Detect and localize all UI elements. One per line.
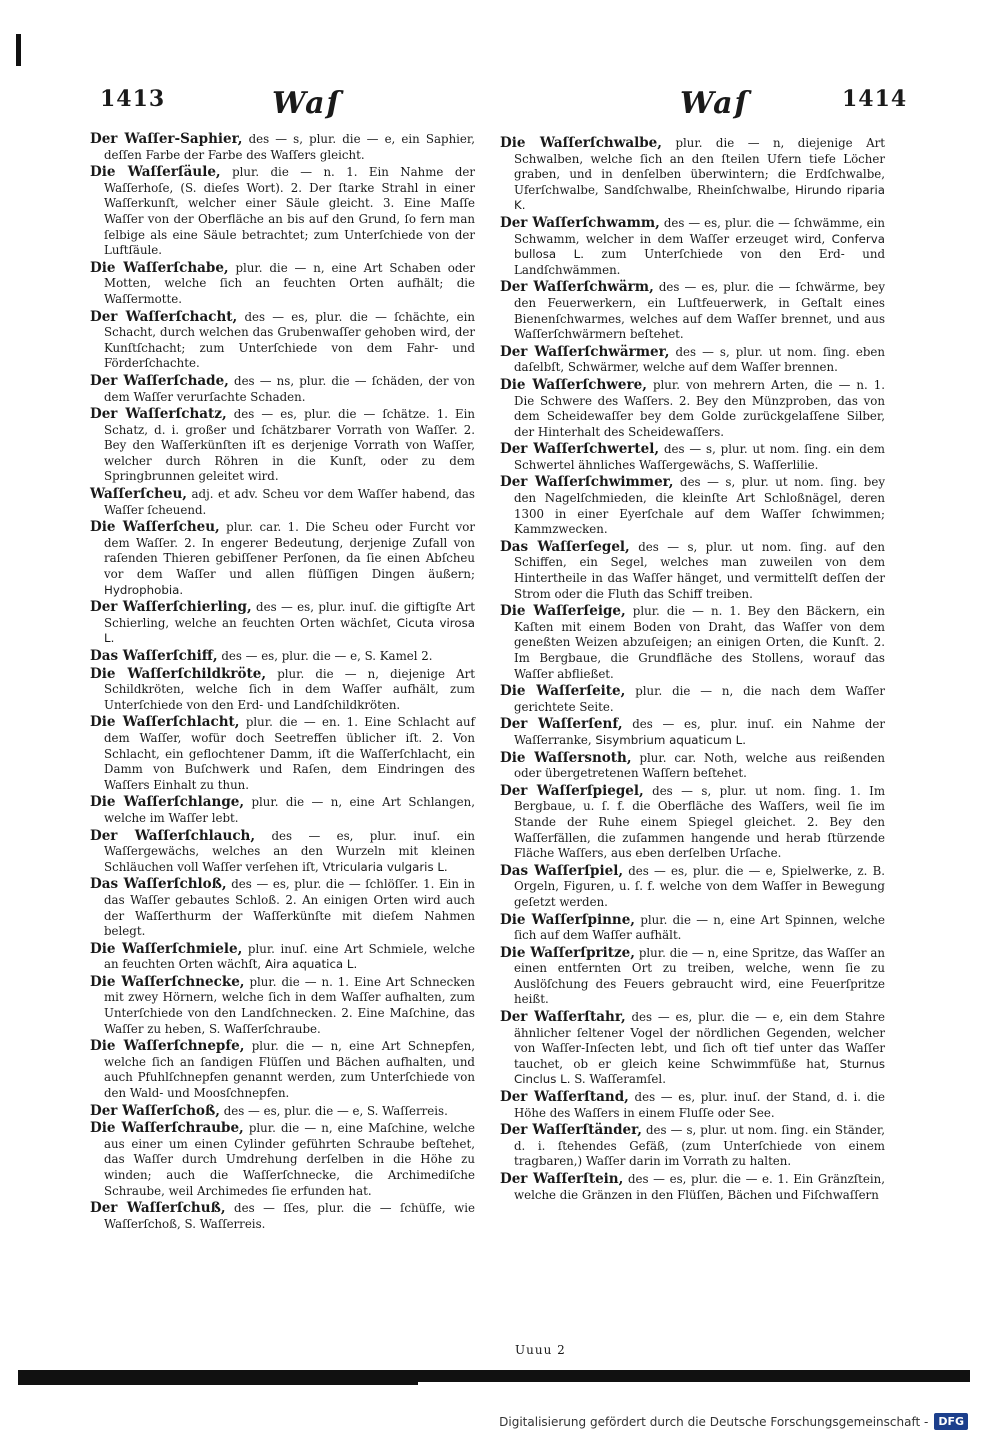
entry-headword: Die Waſſerſeige, <box>500 603 626 620</box>
entry-headword: Die Waſſerſchlacht, <box>90 714 240 731</box>
dictionary-entry <box>90 877 475 939</box>
dictionary-entry <box>500 784 885 862</box>
dictionary-entry <box>500 751 885 782</box>
dictionary-entry <box>500 864 885 911</box>
dictionary-entry <box>90 520 475 598</box>
entry-headword: Die Waſſerſchmiele, <box>90 940 243 957</box>
entry-headword: Der Waſſerſpiegel, <box>500 782 644 799</box>
entry-definition: des — es, plur. die — ſchwämme, ein Schwamm, welcher in dem Waſſer erzeuget wird, <box>514 215 886 246</box>
entry-definition: des — ſſes, plur. die — ſchüſſe, wie Waſſerſchoß, S. Waſſerreis. <box>104 1201 475 1231</box>
entry-latin-name: Conferva bullosa L. <box>514 231 885 262</box>
dictionary-entry <box>90 132 475 163</box>
entry-definition: des — s, plur. ut nom. ſing. eben daſelbſt, Schwärmer, welche auf dem Waſſer brennen. <box>514 344 885 375</box>
entry-definition: des — es, plur. die — e, S. Waſſerreis. <box>223 1103 448 1118</box>
signature-mark: Uuuu 2 <box>515 1343 566 1357</box>
dictionary-entry <box>500 475 885 537</box>
entry-latin-name: Sturnus Cinclus L. <box>514 1056 885 1087</box>
dictionary-entry <box>500 280 885 342</box>
dictionary-entry <box>90 165 475 259</box>
dictionary-entry <box>90 1104 475 1120</box>
entry-headword: Die Waſſerſchnecke, <box>90 973 245 990</box>
dictionary-entry <box>500 442 885 473</box>
entry-definition: adj. et adv. Scheu vor dem Waſſer habend, das Waſſer ſcheuend. <box>104 487 475 517</box>
entry-definition: plur. die — n, eine Art Schlangen, welche im Waſſer lebt. <box>104 795 475 825</box>
entry-latin-name: Sisymbrium aquaticum L. <box>595 732 746 747</box>
footer-text: Digitalisierung gefördert durch die Deutsche Forschungsgemeinschaft - <box>499 1414 929 1429</box>
entry-headword: Der Waſſerſtand, <box>500 1089 629 1106</box>
dictionary-entry <box>500 604 885 682</box>
entry-definition: des — es, plur. die — e, Spielwerke, z. B. Orgeln, Figuren, u. ſ. f. welche von dem Waſſer in Bewegung geſetzt werden. <box>514 863 885 909</box>
entry-headword: Die Waſſerſchlange, <box>90 794 245 811</box>
entry-definition: plur. die — n. 1. Bey den Bäckern, ein Kaſten mit einem Boden von Draht, das Waſſer von dem geneßten Weizen abzuſeigen; an einigen Orten, die Kunſt. 2. Im Bergbaue, die Grundfläche des Stollens, worauf das Waſſer abfließet. <box>514 604 885 681</box>
dictionary-entry <box>90 649 475 665</box>
entry-definition: des — es, plur. die — ſchwärme, bey den Feuerwerkern, ein Luſtfeuerwerk, in Geſtalt eines Bienenſchwarmes, welches auf dem Waſſer brennet, und aus Waſſerſchwärmern beſtehet. <box>514 280 885 342</box>
page-edge-mark <box>16 34 21 66</box>
right-page-number: 1414 <box>842 86 908 112</box>
dictionary-entry <box>90 1121 475 1199</box>
entry-latin-name: Vtricularia vulgaris L. <box>322 859 448 874</box>
entry-definition: plur. von mehrern Arten, die — n. 1. Die Schwere des Waſſers. 2. Bey den Münzproben, das von dem Scheidewaſſer bey dem Golde zurückgelaſſene Silber, der Hinterhalt des Scheidewaſſers. <box>514 377 886 439</box>
entry-headword: Der Waſſer-Saphier, <box>90 131 243 147</box>
entry-definition: plur. die — n. 1. Eine Art Schnecken mit zwey Hörnern, welche ſich in dem Waſſer aufhalten, zum Unterſchiede von den Landſchnecken. 2. Eine Maſchine, das Waſſer zu heben, S. Waſſerſchraube. <box>104 974 475 1036</box>
dictionary-entry <box>90 829 475 876</box>
dictionary-entry <box>500 684 885 715</box>
dictionary-entry <box>90 715 475 793</box>
entry-definition: plur. die — n, die nach dem Waſſer gerichtete Seite. <box>514 684 886 714</box>
entry-headword: Waſſerſcheu, <box>90 486 187 503</box>
entry-definition: plur. die — n, eine Spritze, das Waſſer an einen entfernten Ort zu treiben, welche, wenn ſie zu Auslöſchung des Feuers gebraucht wird, eine Feuerſpritze heißt. <box>514 945 885 1007</box>
dictionary-entry <box>500 136 885 214</box>
entry-latin-name: Hydrophobia. <box>104 582 184 597</box>
scan-bottom-bar <box>18 1370 970 1382</box>
dictionary-entry <box>90 795 475 826</box>
entry-definition: des — es, plur. inuſ. ein Waſſergewächs, welches an den Wurzeln mit kleinen Schläuchen voll Waſſer verſehen iſt, <box>104 828 476 874</box>
dictionary-entry <box>90 600 475 647</box>
entry-definition: des — ns, plur. die — ſchäden, der von dem Waſſer verurſachte Schaden. <box>104 373 476 404</box>
entry-definition: plur. die — n. 1. Ein Nahme der Waſſerhoſe, (S. dieſes Wort). 2. Der ſtarke Strahl in einer Waſſerkunſt, welcher einer Säule gleicht. 3. Eine Maſſe Waſſer von der Oberfläche an bis auf den Grund, ſo fern man ſelbige als eine Säule betrachtet; zum Unterſchiede von der Luftſäule. <box>104 165 475 258</box>
entry-headword: Das Waſſerſpiel, <box>500 862 624 879</box>
entry-headword: Das Waſſerſchiff, <box>90 648 218 664</box>
dictionary-entry <box>90 374 475 405</box>
entry-definition: des — es, plur. die — e, ein dem Stahre ähnlicher ſeltener Vogel der nördlichen Gegenden, welcher von Waſſer-Inſecten lebt, und ſich oft tief unter das Waſſer tauchet, ob er gleich keine Schwimmfüße hat, <box>514 1010 886 1071</box>
right-catchword: Waſ <box>680 86 750 121</box>
dictionary-entry <box>90 1039 475 1101</box>
left-column <box>90 132 475 1234</box>
entry-headword: Die Waſſerſchnepfe, <box>90 1038 245 1055</box>
entry-headword: Der Waſſerſchacht, <box>90 308 238 325</box>
entry-headword: Die Waſſerſpritze, <box>500 944 635 961</box>
entry-definition-continued: S. Waſſeramſel. <box>574 1072 666 1087</box>
dictionary-entry <box>500 540 885 602</box>
dictionary-entry <box>500 1010 885 1088</box>
entry-headword: Das Waſſerſchloß, <box>90 876 227 893</box>
entry-headword: Die Waſſerſeite, <box>500 683 626 700</box>
dictionary-entry <box>500 913 885 944</box>
dictionary-entry <box>500 216 885 278</box>
entry-definition: des — s, plur. ut nom. ſing. bey den Nagelſchmieden, die kleinſte Art Schloßnägel, deren 1300 in einer Eyerſchale auf dem Waſſer ſchwimmen; Kammzwecken. <box>514 475 885 537</box>
dictionary-entry <box>90 667 475 714</box>
dictionary-entry <box>500 1090 885 1121</box>
entry-definition: plur. inuſ. eine Art Schmiele, welche an feuchten Orten wächſt, <box>104 941 475 972</box>
entry-headword: Der Waſſerſchwamm, <box>500 214 660 231</box>
dictionary-entry <box>500 345 885 376</box>
entry-latin-name: Hirundo riparia K. <box>514 182 886 213</box>
entry-definition: des — s, plur. ut nom. ſing. ein Ständer, d. i. ſtehendes Gefäß, (zum Unterſchiede von einem tragbaren,) Waſſer darin im Vorrath zu halten. <box>514 1123 885 1169</box>
page-header <box>0 86 1000 126</box>
entry-headword: Die Waſſerſchwere, <box>500 376 647 393</box>
entry-headword: Die Waſſersnoth, <box>500 749 632 766</box>
dictionary-entry <box>90 407 475 485</box>
entry-headword: Der Waſſerſchoß, <box>90 1102 220 1119</box>
entry-definition: plur. die — n, eine Art Spinnen, welche ſich auf dem Waſſer aufhält. <box>514 912 885 943</box>
entry-headword: Die Waſſerſchwalbe, <box>500 135 662 151</box>
entry-headword: Der Waſſerſenf, <box>500 716 623 733</box>
dictionary-entry <box>90 261 475 308</box>
entry-definition: des — es, plur. die — ſchlöſſer. 1. Ein in das Waſſer gebautes Schloß. 2. An einigen Orten wird auch der Waſſerthurm der Waſſerkünſte mit dieſem Nahmen belegt. <box>104 877 475 939</box>
entry-headword: Die Waſſerſchraube, <box>90 1120 244 1137</box>
entry-headword: Der Waſſerſchade, <box>90 372 229 389</box>
entry-headword: Der Waſſerſchatz, <box>90 406 227 423</box>
entry-definition: plur. car. Noth, welche aus reißenden oder übergetretenen Waſſern beſtehet. <box>514 750 885 781</box>
entry-headword: Das Waſſerſegel, <box>500 538 630 555</box>
entry-definition: des — es, plur. die — ſchätze. 1. Ein Schatz, d. i. großer und ſchätzbarer Vorrath von Waſſer. 2. Bey den Waſſerkünſten iſt es derjenige Vorrath von Waſſer, welcher durch Röhren in die Kunſt, oder zu dem Springbrunnen geleitet wird. <box>104 407 475 484</box>
entry-definition: des — es, plur. die — e. 1. Ein Gränzſtein, welche die Gränzen in den Flüſſen, Bächen und Fiſchwaſſern <box>514 1172 886 1202</box>
dictionary-entry <box>500 1123 885 1170</box>
entry-headword: Der Waſſerſchlauch, <box>90 827 256 844</box>
entry-definition-continued: zum Unterſchiede von den Erd- und Landſchwämmen. <box>514 247 886 277</box>
entry-headword: Die Waſſerſpinne, <box>500 911 636 928</box>
entry-headword: Die Waſſerſcheu, <box>90 519 220 536</box>
entry-definition: des — es, plur. die — ſchächte, ein Schacht, durch welchen das Grubenwaſſer gehoben wird, der Kunſtſchacht; zum Unterſchiede von dem Fahr- und Förderſchachte. <box>104 309 476 371</box>
entry-definition: plur. die — n, eine Art Schnepfen, welche ſich an ſandigen Flüſſen und Bächen aufhalten, und auch Pfuhlſchnepfen genannt werden, zum Unterſchiede von den Wald- und Moosſchnepfen. <box>104 1039 476 1101</box>
dictionary-entry <box>90 975 475 1037</box>
dictionary-entry <box>90 942 475 973</box>
dictionary-entry <box>90 1201 475 1232</box>
entry-definition: plur. die — n, diejenige Art Schildkröten, welche ſich in dem Waſſer aufhält, zum Unterſchiede von den Erd- und Landſchildkröten. <box>104 666 475 712</box>
entry-headword: Der Waſſerſtein, <box>500 1171 624 1187</box>
entry-headword: Die Waſſerſchabe, <box>90 259 229 276</box>
entry-definition: plur. die — n, diejenige Art Schwalben, welche ſich an den ſteilen Ufern tiefe Löcher graben, und in denſelben überwintern; die Erdſchwalbe, Uferſchwalbe, Sandſchwalbe, Rheinſchwalbe, <box>514 136 885 197</box>
entry-definition: des — s, plur. ut nom. ſing. ein dem Schwertel ähnliches Waſſergewächs, S. Waſſerlilie. <box>514 442 885 472</box>
entry-definition: des — es, plur. die — e, S. Kamel 2. <box>221 649 433 663</box>
dictionary-entry <box>500 378 885 440</box>
entry-latin-name: Cicuta virosa L. <box>104 615 475 646</box>
dictionary-entry <box>500 946 885 1008</box>
entry-headword: Der Waſſerſchuß, <box>90 1200 226 1217</box>
dictionary-entry <box>500 1172 885 1203</box>
entry-headword: Der Waſſerſtänder, <box>500 1122 642 1139</box>
entry-definition: plur. car. 1. Die Scheu oder Furcht vor dem Waſſer. 2. In engerer Bedeutung, derjenige Zufall von raſenden Thieren gebiſſener Perſonen, da ſie einen Abſcheu vor dem Waſſer und allen flüſſigen Dingen äußern; <box>104 520 475 582</box>
entry-definition: des — es, plur. inuſ. ein Nahme der Waſſerranke, <box>514 717 885 747</box>
right-column <box>500 136 885 1205</box>
entry-headword: Die Waſſerſäule, <box>90 164 221 181</box>
entry-headword: Der Waſſerſchwärmer, <box>500 343 670 360</box>
dictionary-entry <box>90 310 475 372</box>
entry-definition: des — es, plur. inuſ. der Stand, d. i. die Höhe des Waſſers in einem Fluſſe oder See. <box>514 1090 886 1120</box>
footer-credit <box>499 1413 968 1430</box>
entry-definition: des — es, plur. inuſ. die giftigſte Art Schierling, welche an feuchten Orten wächſet, <box>104 600 475 630</box>
dictionary-entry <box>500 717 885 748</box>
scan-bottom-bar-thin <box>18 1382 418 1385</box>
entry-headword: Die Waſſerſchildkröte, <box>90 665 267 682</box>
entry-headword: Der Waſſerſchwimmer, <box>500 474 674 491</box>
entry-definition: des — s, plur. die — e, ein Saphier, deſſen Farbe der Farbe des Waſſers gleicht. <box>104 132 476 162</box>
dfg-logo-icon: DFG <box>934 1413 968 1430</box>
entry-definition: plur. die — n, eine Maſchine, welche aus einer um einen Cylinder geführten Schraube beſtehet, das Waſſer durch Umdrehung derſelben in die Höhe zu winden; auch die Waſſerſchnecke, die Archimediſche Schraube, weil Archimedes ſie erfunden hat. <box>104 1121 475 1198</box>
entry-definition: plur. die — en. 1. Eine Schlacht auf dem Waſſer, wofür doch Seetreffen üblicher iſt. 2. Von Schlacht, ein geflochtener Damm, iſt die Waſſerſchlacht, ein Damm von Buſchwerk und Raſen, dem Eindringen des Waſſers Einhalt zu thun. <box>104 715 475 792</box>
entry-headword: Der Waſſerſchwärm, <box>500 279 654 296</box>
dictionary-entry <box>90 487 475 518</box>
left-page-number: 1413 <box>100 86 166 112</box>
entry-headword: Der Waſſerſchwertel, <box>500 441 660 458</box>
left-catchword: Waſ <box>272 86 342 121</box>
entry-definition: des — s, plur. ut nom. ſing. auf den Schiffen, ein Segel, welches man zuweilen von dem Hintertheile in das Waſſer hänget, und vermittelſt deſſen der Strom oder die Fluth das Schiff treiben. <box>514 539 886 601</box>
entry-latin-name: Aira aquatica L. <box>264 957 358 972</box>
entry-definition: plur. die — n, eine Art Schaben oder Motten, welche ſich an feuchten Orten aufhält; die Waſſermotte. <box>104 260 476 306</box>
entry-headword: Der Waſſerſchierling, <box>90 599 252 616</box>
entry-definition: des — s, plur. ut nom. ſing. 1. Im Bergbaue, u. ſ. f. die Oberfläche des Waſſers, weil ſie im Stande der Ruhe einem Spiegel gleichet. 2. Bey den Waſſerfällen, die zuſammen hangende und herab ſtürzende Fläche Waſſers, aus eben derſelben Urſache. <box>514 783 886 861</box>
entry-headword: Der Waſſerſtahr, <box>500 1009 626 1026</box>
